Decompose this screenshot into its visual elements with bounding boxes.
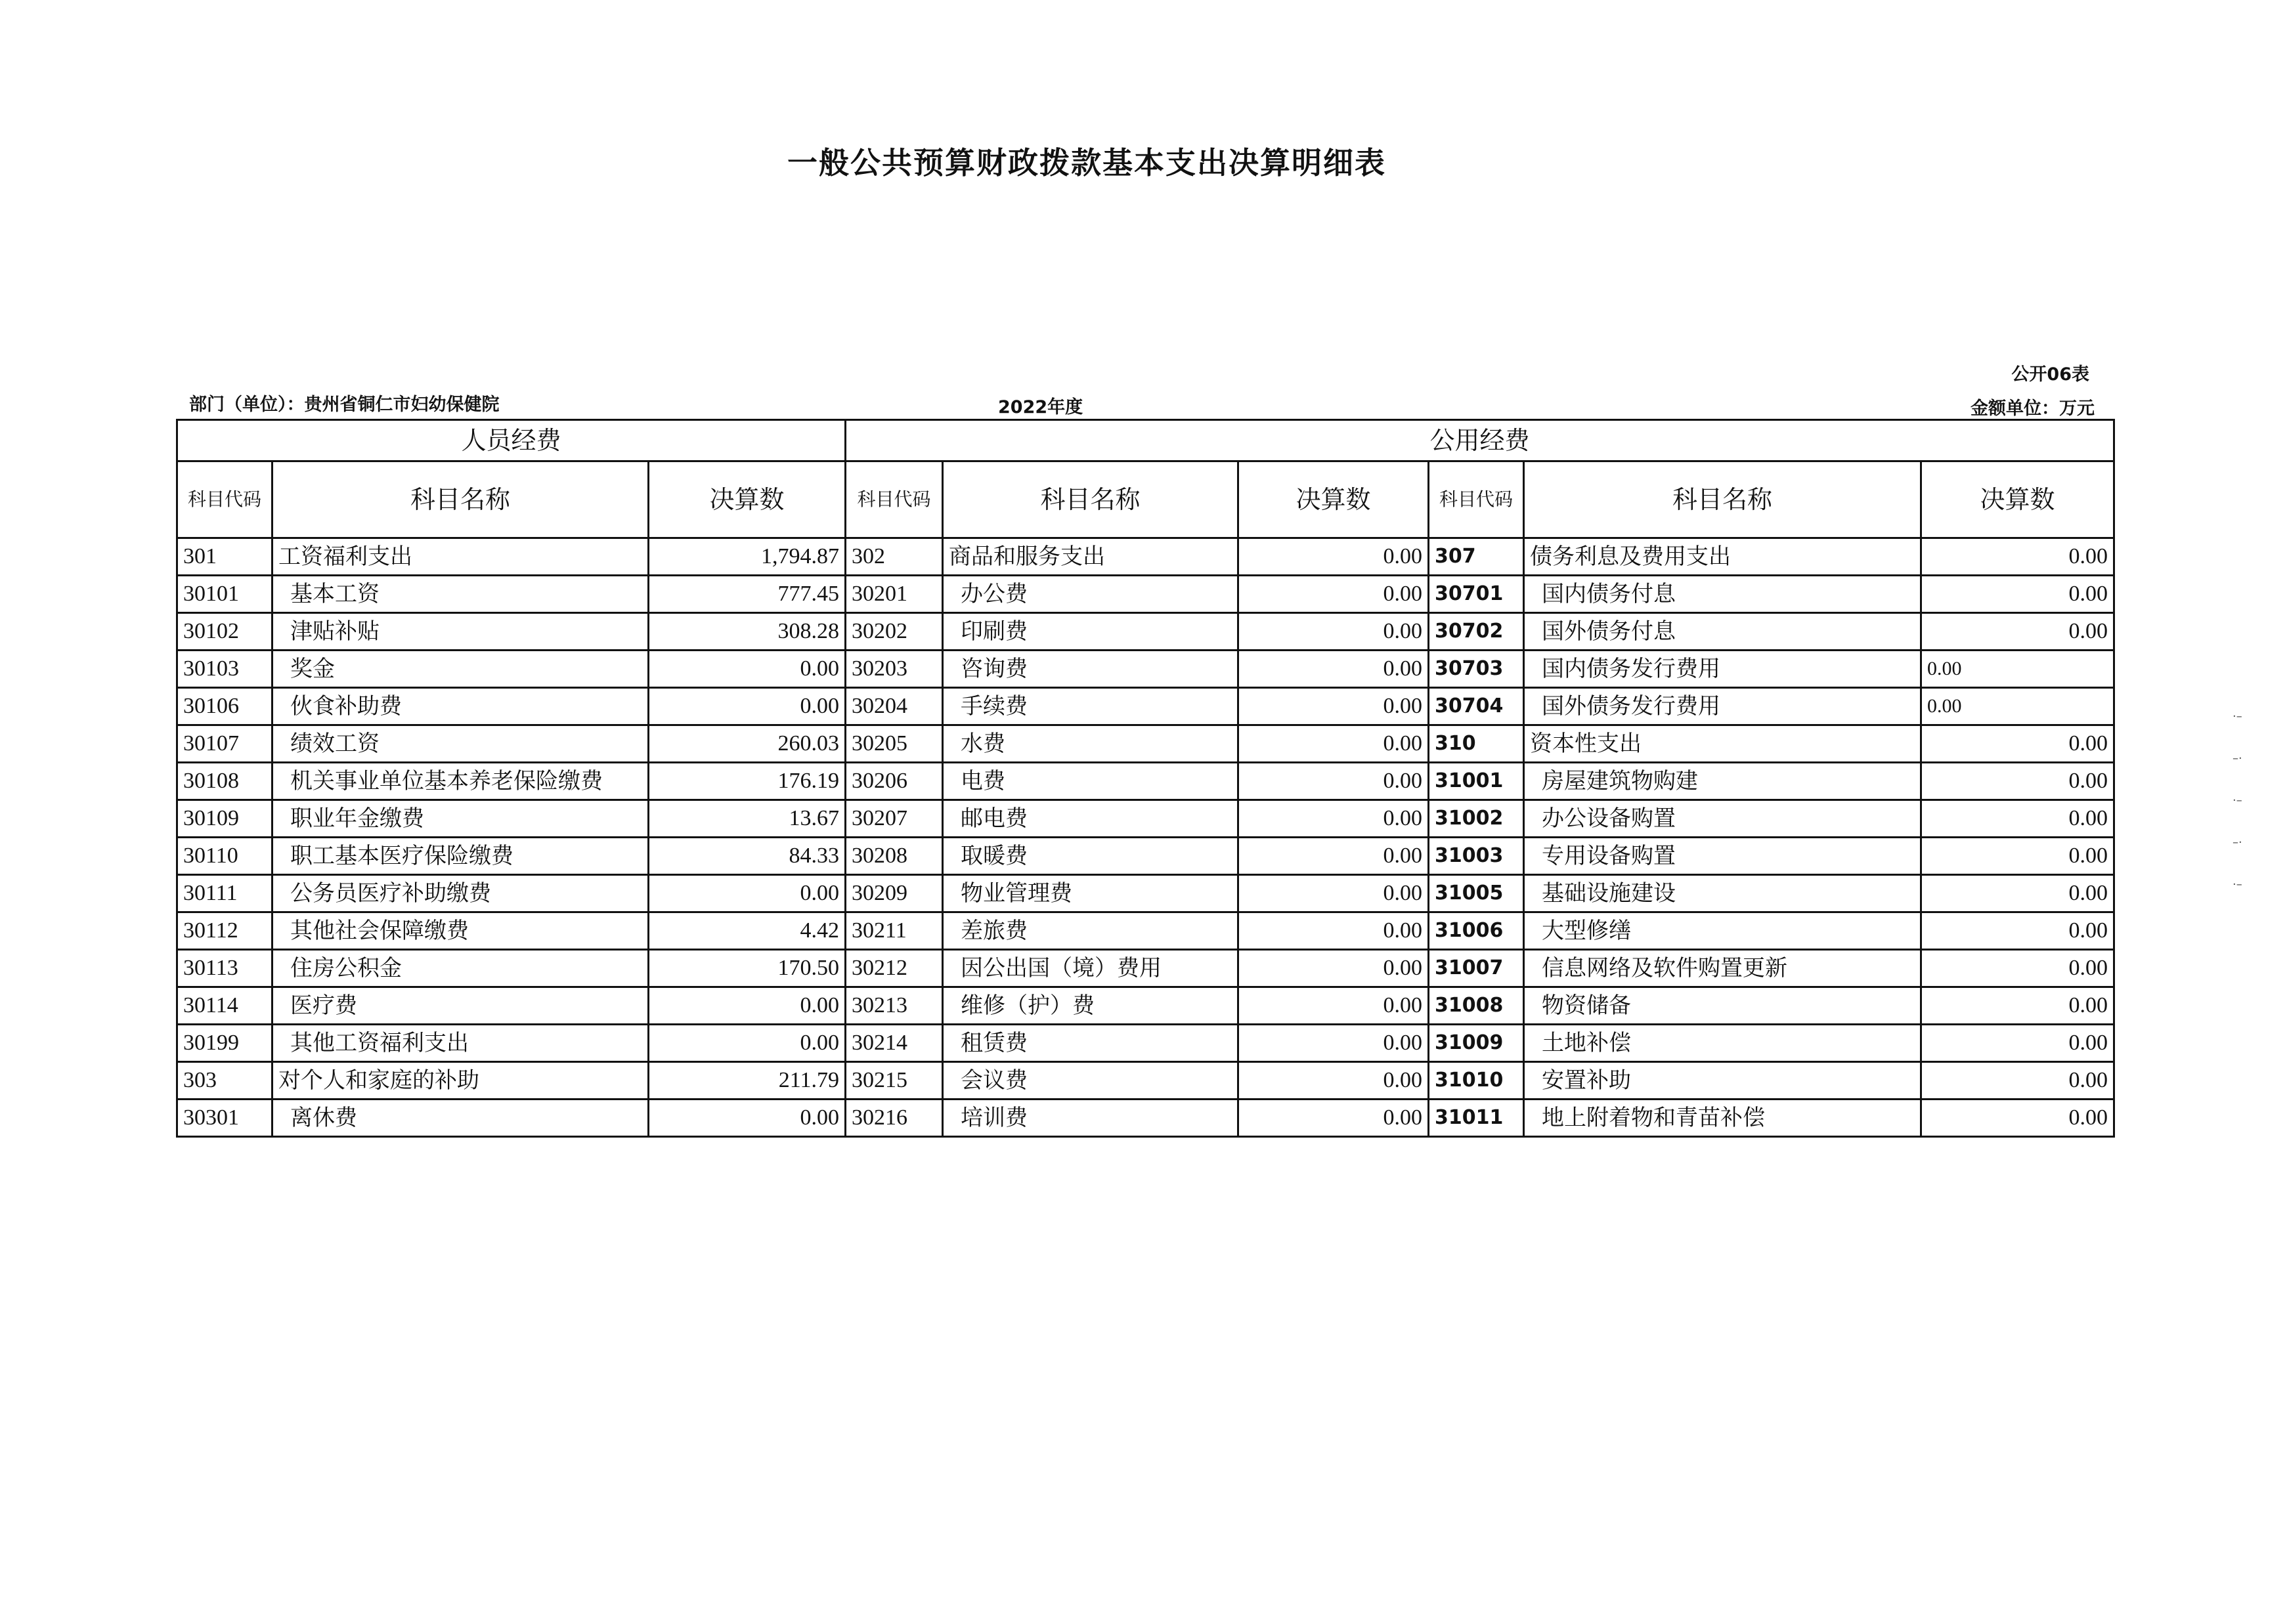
row-code-goods: 30205 xyxy=(846,725,943,763)
row-amount-personnel: 0.00 xyxy=(649,1025,846,1062)
row-name-capital: 债务利息及费用支出 xyxy=(1524,538,1921,576)
row-name-personnel: 职工基本医疗保险缴费 xyxy=(272,838,649,875)
row-code-goods: 30214 xyxy=(846,1025,943,1062)
row-amount-goods: 0.00 xyxy=(1238,987,1429,1025)
row-code-personnel: 30109 xyxy=(177,800,272,838)
col-amount-2: 决算数 xyxy=(1238,461,1429,538)
row-amount-personnel: 84.33 xyxy=(649,838,846,875)
row-code-personnel: 30108 xyxy=(177,763,272,800)
row-code-personnel: 30199 xyxy=(177,1025,272,1062)
table-row xyxy=(177,613,2114,651)
row-name-goods: 手续费 xyxy=(943,688,1238,725)
row-code-goods: 30206 xyxy=(846,763,943,800)
row-code-capital: 30702 xyxy=(1429,613,1524,651)
row-code-goods: 30202 xyxy=(846,613,943,651)
table-row xyxy=(177,651,2114,688)
row-name-goods: 会议费 xyxy=(943,1062,1238,1100)
col-amount-3: 决算数 xyxy=(1921,461,2114,538)
row-name-goods: 培训费 xyxy=(943,1100,1238,1137)
department-label: 部门（单位）：贵州省铜仁市妇幼保健院 xyxy=(189,395,500,415)
row-code-goods: 30209 xyxy=(846,875,943,912)
row-name-capital: 国内债务付息 xyxy=(1524,576,1921,613)
row-amount-personnel: 260.03 xyxy=(649,725,846,763)
col-code-3: 科目代码 xyxy=(1429,461,1524,538)
row-code-personnel: 30103 xyxy=(177,651,272,688)
table-row xyxy=(177,763,2114,800)
row-code-goods: 30216 xyxy=(846,1100,943,1137)
col-code-1: 科目代码 xyxy=(177,461,272,538)
expenditure-table xyxy=(176,419,2115,1138)
col-code-2: 科目代码 xyxy=(846,461,943,538)
row-name-goods: 物业管理费 xyxy=(943,875,1238,912)
row-amount-capital: 0.00 xyxy=(1921,538,2114,576)
row-code-capital: 307 xyxy=(1429,538,1524,576)
row-code-personnel: 30111 xyxy=(177,875,272,912)
row-amount-goods: 0.00 xyxy=(1238,613,1429,651)
row-code-capital: 31006 xyxy=(1429,912,1524,950)
row-name-capital: 房屋建筑物购建 xyxy=(1524,763,1921,800)
row-code-personnel: 30301 xyxy=(177,1100,272,1137)
table-row xyxy=(177,912,2114,950)
column-header-row xyxy=(177,461,2114,538)
col-name-2: 科目名称 xyxy=(943,461,1238,538)
unit-label: 金额单位：万元 xyxy=(1971,398,2095,419)
row-code-goods: 30203 xyxy=(846,651,943,688)
row-code-goods: 30201 xyxy=(846,576,943,613)
row-name-goods: 租赁费 xyxy=(943,1025,1238,1062)
row-amount-capital: 0.00 xyxy=(1921,800,2114,838)
row-name-personnel: 公务员医疗补助缴费 xyxy=(272,875,649,912)
row-name-personnel: 伙食补助费 xyxy=(272,688,649,725)
row-amount-personnel: 0.00 xyxy=(649,688,846,725)
row-amount-capital: 0.00 xyxy=(1921,875,2114,912)
table-row xyxy=(177,1062,2114,1100)
row-name-personnel: 职业年金缴费 xyxy=(272,800,649,838)
table-row xyxy=(177,576,2114,613)
row-amount-goods: 0.00 xyxy=(1238,912,1429,950)
row-amount-capital: 0.00 xyxy=(1921,987,2114,1025)
table-body xyxy=(177,538,2114,1137)
row-name-personnel: 其他社会保障缴费 xyxy=(272,912,649,950)
row-code-capital: 31011 xyxy=(1429,1100,1524,1137)
row-code-personnel: 30101 xyxy=(177,576,272,613)
table-row xyxy=(177,725,2114,763)
row-amount-capital: 0.00 xyxy=(1921,576,2114,613)
row-name-capital: 国外债务付息 xyxy=(1524,613,1921,651)
row-amount-capital: 0.00 xyxy=(1921,950,2114,987)
row-code-capital: 31007 xyxy=(1429,950,1524,987)
row-name-personnel: 离休费 xyxy=(272,1100,649,1137)
group-header-row xyxy=(177,420,2114,461)
row-amount-personnel: 211.79 xyxy=(649,1062,846,1100)
group-personnel: 人员经费 xyxy=(177,420,846,461)
row-code-goods: 302 xyxy=(846,538,943,576)
row-name-capital: 专用设备购置 xyxy=(1524,838,1921,875)
row-name-capital: 资本性支出 xyxy=(1524,725,1921,763)
row-amount-goods: 0.00 xyxy=(1238,1025,1429,1062)
table-row xyxy=(177,950,2114,987)
row-name-personnel: 绩效工资 xyxy=(272,725,649,763)
row-amount-capital: 0.00 xyxy=(1921,1100,2114,1137)
group-public: 公用经费 xyxy=(846,420,2114,461)
row-code-capital: 31009 xyxy=(1429,1025,1524,1062)
row-amount-capital: 0.00 xyxy=(1921,763,2114,800)
row-name-personnel: 奖金 xyxy=(272,651,649,688)
table-row xyxy=(177,800,2114,838)
row-code-capital: 31008 xyxy=(1429,987,1524,1025)
row-code-capital: 31005 xyxy=(1429,875,1524,912)
col-name-1: 科目名称 xyxy=(272,461,649,538)
row-amount-personnel: 1,794.87 xyxy=(649,538,846,576)
row-name-capital: 地上附着物和青苗补偿 xyxy=(1524,1100,1921,1137)
row-amount-goods: 0.00 xyxy=(1238,800,1429,838)
row-amount-capital: 0.00 xyxy=(1921,1062,2114,1100)
row-amount-goods: 0.00 xyxy=(1238,838,1429,875)
row-code-goods: 30207 xyxy=(846,800,943,838)
row-code-capital: 30704 xyxy=(1429,688,1524,725)
row-name-capital: 办公设备购置 xyxy=(1524,800,1921,838)
row-name-capital: 安置补助 xyxy=(1524,1062,1921,1100)
row-amount-personnel: 13.67 xyxy=(649,800,846,838)
row-code-personnel: 30114 xyxy=(177,987,272,1025)
row-amount-goods: 0.00 xyxy=(1238,1062,1429,1100)
table-row xyxy=(177,987,2114,1025)
page-title: 一般公共预算财政拨款基本支出决算明细表 xyxy=(787,145,1386,181)
row-amount-capital: 0.00 xyxy=(1921,912,2114,950)
row-name-personnel: 基本工资 xyxy=(272,576,649,613)
row-code-capital: 31003 xyxy=(1429,838,1524,875)
row-amount-personnel: 4.42 xyxy=(649,912,846,950)
row-name-capital: 物资储备 xyxy=(1524,987,1921,1025)
row-name-personnel: 对个人和家庭的补助 xyxy=(272,1062,649,1100)
row-name-goods: 水费 xyxy=(943,725,1238,763)
row-code-goods: 30211 xyxy=(846,912,943,950)
table-row xyxy=(177,1025,2114,1062)
row-code-personnel: 30113 xyxy=(177,950,272,987)
row-amount-personnel: 0.00 xyxy=(649,1100,846,1137)
row-code-goods: 30212 xyxy=(846,950,943,987)
row-code-personnel: 303 xyxy=(177,1062,272,1100)
col-name-3: 科目名称 xyxy=(1524,461,1921,538)
row-name-goods: 维修（护）费 xyxy=(943,987,1238,1025)
row-name-personnel: 医疗费 xyxy=(272,987,649,1025)
form-code: 公开06表 xyxy=(2011,364,2089,385)
row-code-personnel: 30102 xyxy=(177,613,272,651)
row-code-personnel: 30106 xyxy=(177,688,272,725)
row-amount-personnel: 0.00 xyxy=(649,875,846,912)
table-row xyxy=(177,688,2114,725)
row-amount-personnel: 0.00 xyxy=(649,987,846,1025)
row-code-personnel: 30110 xyxy=(177,838,272,875)
table-row xyxy=(177,538,2114,576)
row-name-capital: 信息网络及软件购置更新 xyxy=(1524,950,1921,987)
row-code-personnel: 30107 xyxy=(177,725,272,763)
row-amount-goods: 0.00 xyxy=(1238,1100,1429,1137)
row-name-goods: 办公费 xyxy=(943,576,1238,613)
row-amount-goods: 0.00 xyxy=(1238,725,1429,763)
row-amount-personnel: 308.28 xyxy=(649,613,846,651)
row-name-personnel: 津贴补贴 xyxy=(272,613,649,651)
row-amount-capital: 0.00 xyxy=(1921,838,2114,875)
row-amount-goods: 0.00 xyxy=(1238,651,1429,688)
row-amount-capital: 0.00 xyxy=(1921,688,2114,725)
row-amount-capital: 0.00 xyxy=(1921,725,2114,763)
row-name-goods: 邮电费 xyxy=(943,800,1238,838)
scan-marks: ·– –· ·– –· ·– xyxy=(2233,710,2242,891)
row-name-goods: 差旅费 xyxy=(943,912,1238,950)
row-name-goods: 咨询费 xyxy=(943,651,1238,688)
row-amount-personnel: 170.50 xyxy=(649,950,846,987)
row-code-goods: 30215 xyxy=(846,1062,943,1100)
row-name-goods: 印刷费 xyxy=(943,613,1238,651)
row-code-goods: 30204 xyxy=(846,688,943,725)
row-code-personnel: 301 xyxy=(177,538,272,576)
row-code-capital: 31001 xyxy=(1429,763,1524,800)
row-name-capital: 土地补偿 xyxy=(1524,1025,1921,1062)
row-code-capital: 30703 xyxy=(1429,651,1524,688)
row-amount-goods: 0.00 xyxy=(1238,688,1429,725)
row-code-capital: 30701 xyxy=(1429,576,1524,613)
row-code-goods: 30213 xyxy=(846,987,943,1025)
row-name-personnel: 机关事业单位基本养老保险缴费 xyxy=(272,763,649,800)
row-name-personnel: 工资福利支出 xyxy=(272,538,649,576)
row-name-personnel: 其他工资福利支出 xyxy=(272,1025,649,1062)
row-name-capital: 国内债务发行费用 xyxy=(1524,651,1921,688)
row-name-capital: 国外债务发行费用 xyxy=(1524,688,1921,725)
col-amount-1: 决算数 xyxy=(649,461,846,538)
row-name-goods: 因公出国（境）费用 xyxy=(943,950,1238,987)
row-code-capital: 31002 xyxy=(1429,800,1524,838)
row-code-goods: 30208 xyxy=(846,838,943,875)
row-amount-personnel: 0.00 xyxy=(649,651,846,688)
row-amount-personnel: 176.19 xyxy=(649,763,846,800)
table-row xyxy=(177,875,2114,912)
row-amount-goods: 0.00 xyxy=(1238,576,1429,613)
row-amount-capital: 0.00 xyxy=(1921,651,2114,688)
row-name-goods: 商品和服务支出 xyxy=(943,538,1238,576)
row-code-personnel: 30112 xyxy=(177,912,272,950)
row-amount-capital: 0.00 xyxy=(1921,613,2114,651)
row-amount-goods: 0.00 xyxy=(1238,875,1429,912)
row-code-capital: 31010 xyxy=(1429,1062,1524,1100)
row-amount-goods: 0.00 xyxy=(1238,950,1429,987)
row-name-capital: 基础设施建设 xyxy=(1524,875,1921,912)
row-amount-goods: 0.00 xyxy=(1238,763,1429,800)
row-amount-capital: 0.00 xyxy=(1921,1025,2114,1062)
row-name-goods: 取暖费 xyxy=(943,838,1238,875)
table-row xyxy=(177,838,2114,875)
row-name-personnel: 住房公积金 xyxy=(272,950,649,987)
table-row xyxy=(177,1100,2114,1137)
row-amount-goods: 0.00 xyxy=(1238,538,1429,576)
year-label: 2022年度 xyxy=(998,397,1083,417)
row-name-goods: 电费 xyxy=(943,763,1238,800)
row-code-capital: 310 xyxy=(1429,725,1524,763)
row-amount-personnel: 777.45 xyxy=(649,576,846,613)
row-name-capital: 大型修缮 xyxy=(1524,912,1921,950)
